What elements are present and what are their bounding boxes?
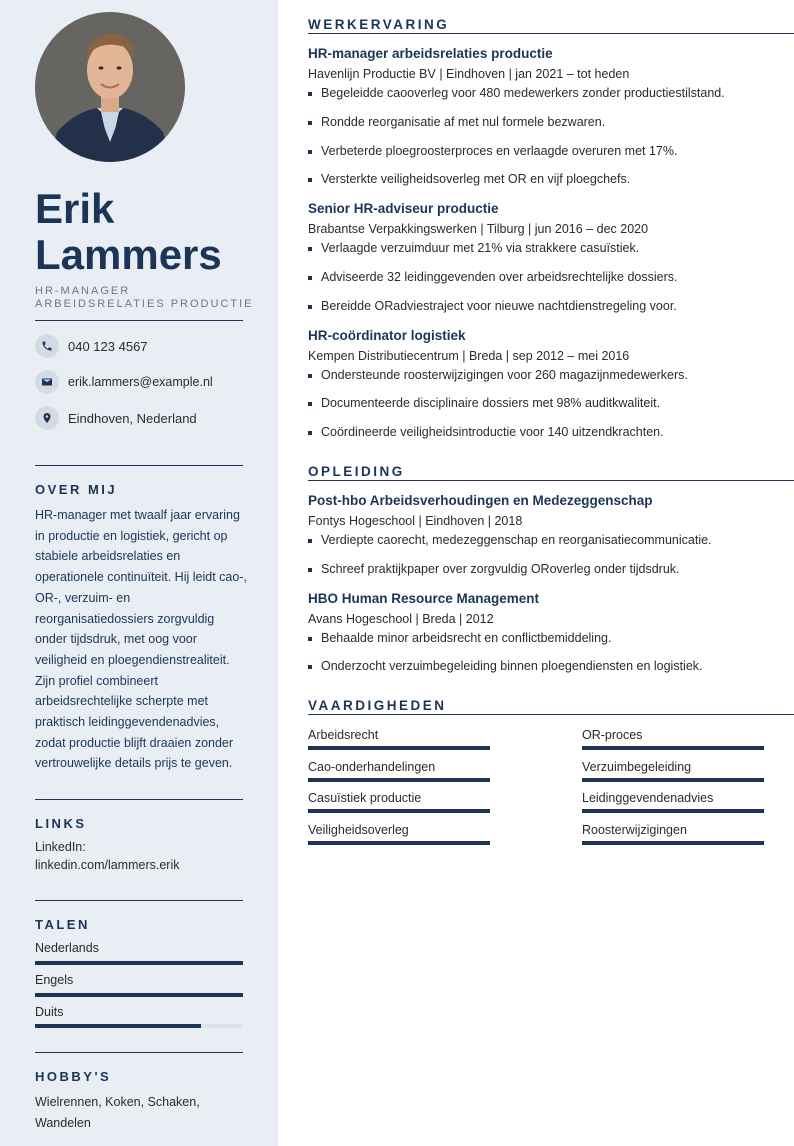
location-pin-icon bbox=[35, 406, 59, 430]
skill-item bbox=[582, 760, 764, 782]
skills-heading: VAARDIGHEDEN bbox=[308, 698, 794, 715]
contact-location bbox=[35, 406, 197, 430]
experience-heading: WERKERVARING bbox=[308, 17, 794, 34]
skill-bar bbox=[582, 778, 764, 782]
skill-label: Veiligheidsoverleg bbox=[308, 823, 409, 837]
divider bbox=[35, 799, 243, 800]
education-bullet: Schreef praktijkpaper over zorgvuldig ORoverleg onder tijdsdruk. bbox=[308, 562, 788, 576]
job-bullet: Versterkte veiligheidsoverleg met OR en vijf ploegchefs. bbox=[308, 172, 788, 186]
job-bullet: Ondersteunde roosterwijzigingen voor 260 magazijnmedewerkers. bbox=[308, 368, 788, 382]
education-title: HBO Human Resource Management bbox=[308, 591, 540, 606]
job-bullet: Documenteerde disciplinaire dossiers met 98% auditkwaliteit. bbox=[308, 396, 788, 410]
skill-label: Arbeidsrecht bbox=[308, 728, 379, 742]
job-bullet: Rondde reorganisatie af met nul formele bezwaren. bbox=[308, 115, 788, 129]
skill-bar bbox=[308, 746, 490, 750]
language-label: Duits bbox=[35, 1005, 64, 1019]
linkedin-link[interactable]: linkedin.com/lammers.erik bbox=[35, 858, 180, 872]
job-meta: Havenlijn Productie BV | Eindhoven | jan 2021 – tot heden bbox=[308, 67, 630, 81]
skill-item bbox=[308, 728, 490, 750]
skill-item bbox=[308, 823, 490, 845]
job-title: HR-manager arbeidsrelaties productie bbox=[308, 46, 553, 61]
skill-bar bbox=[582, 841, 764, 845]
job-bullet: Bereidde ORadviestraject voor nieuwe nachtdienstregeling voor. bbox=[308, 299, 788, 313]
education-meta: Avans Hogeschool | Breda | 2012 bbox=[308, 612, 494, 626]
about-heading: OVER MIJ bbox=[35, 482, 118, 497]
education-meta: Fontys Hogeschool | Eindhoven | 2018 bbox=[308, 514, 523, 528]
mail-icon bbox=[35, 370, 59, 394]
about-text: HR-manager met twaalf jaar ervaring in productie en logistiek, gericht op stabiele arbeidsrelaties en operationele continuïteit. Hij leidt cao-, OR-, verzuim- en reorganisatiedossiers zorgvuldig onder tijdsdruk, met oog voor veiligheid en ploegendienstrealiteit. Zijn profiel combineert arbeidsrechtelijke scherpte met praktisch leidinggevendenadvies, zodat productie blijft draaien zonder vertrouwelijke details prijs te geven. bbox=[35, 508, 247, 771]
last-name: Lammers bbox=[35, 231, 222, 278]
skill-bar bbox=[582, 746, 764, 750]
job-bullet: Coördineerde veiligheidsintroductie voor 140 uitzendkrachten. bbox=[308, 425, 788, 439]
job-title: Senior HR-adviseur productie bbox=[308, 201, 499, 216]
skill-label: Cao-onderhandelingen bbox=[308, 760, 436, 774]
skill-label: Leidinggevendenadvies bbox=[582, 791, 714, 805]
skill-item bbox=[308, 791, 490, 813]
language-label: Engels bbox=[35, 973, 74, 987]
phone-number[interactable]: 040 123 4567 bbox=[68, 338, 148, 354]
links-heading: LINKS bbox=[35, 816, 87, 831]
role-line-1: HR-MANAGER bbox=[35, 285, 131, 297]
education-heading: OPLEIDING bbox=[308, 464, 794, 481]
education-bullet: Behaalde minor arbeidsrecht en conflictbemiddeling. bbox=[308, 631, 788, 645]
divider bbox=[35, 1052, 243, 1053]
skill-bar bbox=[308, 778, 490, 782]
person-name bbox=[35, 186, 222, 278]
language-level-bar bbox=[35, 993, 243, 997]
contact-phone bbox=[35, 334, 148, 358]
skill-label: OR-proces bbox=[582, 728, 643, 742]
skill-label: Roosterwijzigingen bbox=[582, 823, 687, 837]
hobbies-heading: HOBBY'S bbox=[35, 1069, 112, 1084]
contact-email bbox=[35, 370, 213, 394]
education-bullet: Verdiepte caorecht, medezeggenschap en reorganisatiecommunicatie. bbox=[308, 533, 788, 547]
hobbies-line: Wielrennen, Koken, Schaken, bbox=[35, 1095, 200, 1109]
first-name: Erik bbox=[35, 185, 115, 232]
language-level-bar bbox=[35, 961, 243, 965]
skill-bar bbox=[308, 809, 490, 813]
links-block bbox=[35, 838, 245, 874]
job-title: HR-coördinator logistiek bbox=[308, 328, 466, 343]
role-title bbox=[35, 285, 255, 311]
hobbies-text bbox=[35, 1092, 235, 1134]
skill-bar bbox=[582, 809, 764, 813]
email-address[interactable]: erik.lammers@example.nl bbox=[68, 375, 213, 389]
skill-item bbox=[582, 728, 764, 750]
job-bullet: Adviseerde 32 leidinggevenden over arbeidsrechtelijke dossiers. bbox=[308, 270, 788, 284]
skill-bar bbox=[308, 841, 490, 845]
job-bullet: Verbeterde ploegroosterproces en verlaagde overuren met 17%. bbox=[308, 144, 788, 158]
language-level-bar bbox=[35, 1024, 243, 1028]
language-label: Nederlands bbox=[35, 941, 99, 955]
sidebar bbox=[0, 0, 278, 1146]
hobbies-line: Wandelen bbox=[35, 1116, 91, 1130]
language-level-fill bbox=[35, 1024, 201, 1028]
skill-label: Verzuimbegeleiding bbox=[582, 760, 692, 774]
skill-item bbox=[582, 791, 764, 813]
avatar bbox=[35, 12, 185, 162]
language-level-fill bbox=[35, 961, 243, 965]
job-bullet: Verlaagde verzuimduur met 21% via strakkere casuïstiek. bbox=[308, 241, 788, 255]
phone-icon bbox=[35, 334, 59, 358]
skill-item bbox=[582, 823, 764, 845]
skill-label: Casuïstiek productie bbox=[308, 791, 422, 805]
divider bbox=[35, 320, 243, 321]
job-meta: Brabantse Verpakkingswerken | Tilburg | jun 2016 – dec 2020 bbox=[308, 222, 649, 236]
skill-item bbox=[308, 760, 490, 782]
location: Eindhoven, Nederland bbox=[68, 410, 197, 426]
main-content bbox=[278, 0, 794, 1146]
linkedin-label: LinkedIn: bbox=[35, 840, 86, 854]
education-bullet: Onderzocht verzuimbegeleiding binnen ploegendiensten en logistiek. bbox=[308, 659, 788, 673]
job-bullet: Begeleidde caooverleg voor 480 medewerkers zonder productiestilstand. bbox=[308, 86, 788, 100]
divider bbox=[35, 900, 243, 901]
language-level-fill bbox=[35, 993, 243, 997]
divider bbox=[35, 465, 243, 466]
role-line-2: ARBEIDSRELATIES PRODUCTIE bbox=[35, 298, 254, 310]
job-meta: Kempen Distributiecentrum | Breda | sep 2012 – mei 2016 bbox=[308, 349, 630, 363]
languages-heading: TALEN bbox=[35, 917, 90, 932]
education-title: Post-hbo Arbeidsverhoudingen en Medezeggenschap bbox=[308, 493, 653, 508]
